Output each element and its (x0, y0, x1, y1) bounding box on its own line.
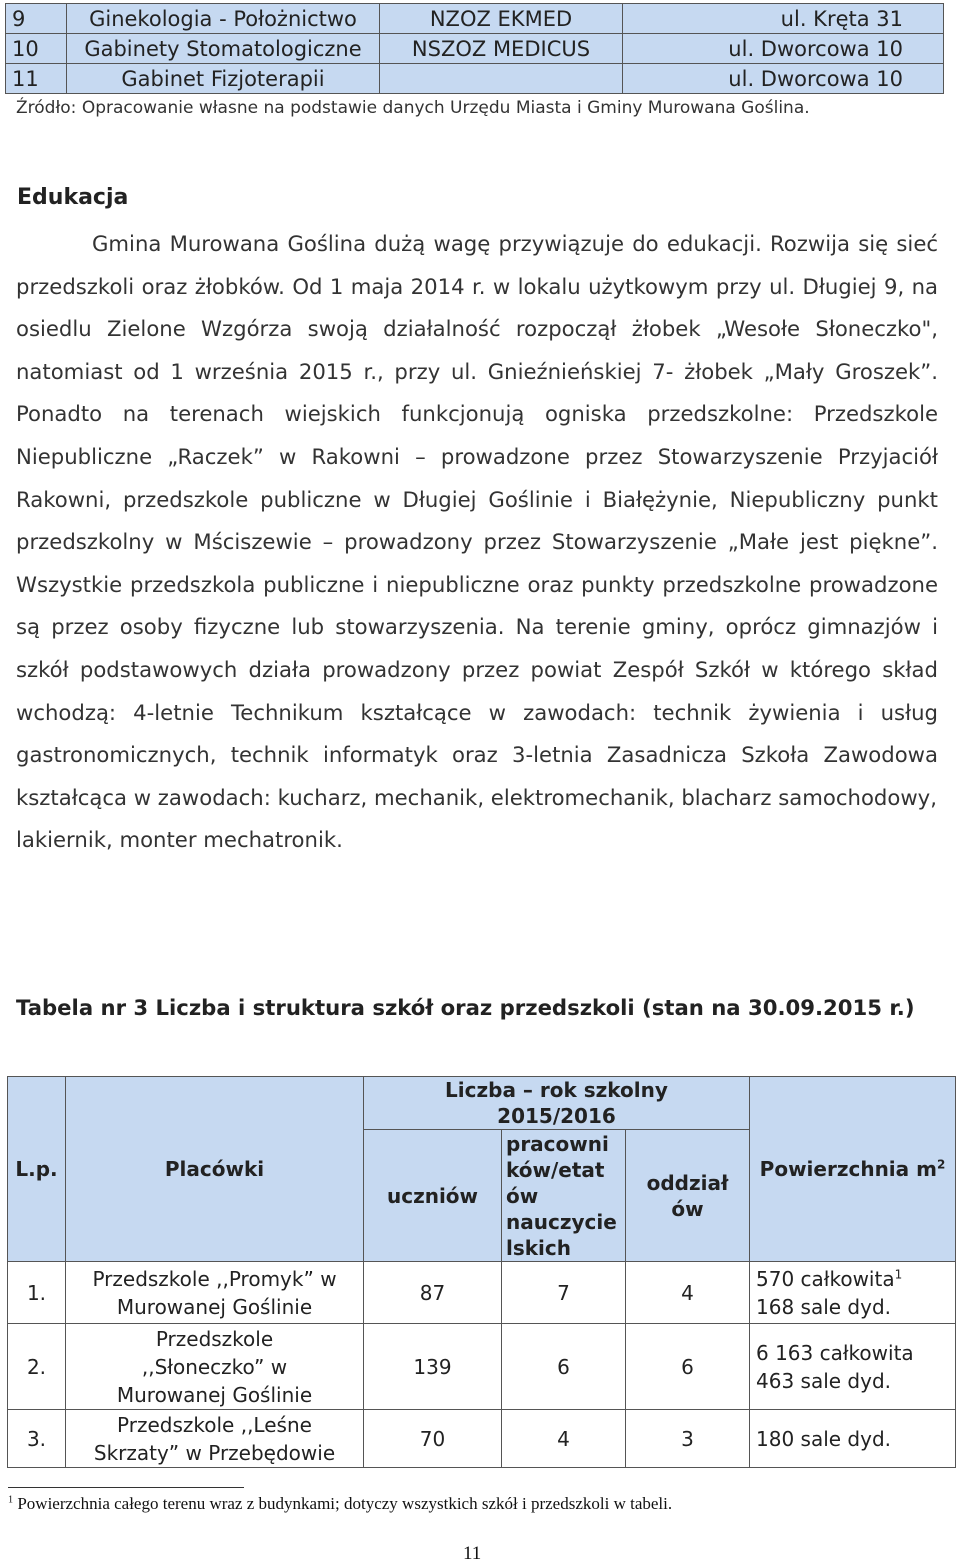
row-uczniow: 139 (364, 1324, 502, 1410)
row-oddzialow: 6 (626, 1324, 750, 1410)
row-lp: 3. (8, 1410, 66, 1468)
section-heading: Edukacja (17, 185, 129, 210)
table-caption: Tabela nr 3 Liczba i struktura szkół oraz przedszkoli (stan na 30.09.2015 r.) (16, 995, 915, 1020)
row-powierzchnia (750, 1324, 956, 1410)
row-pracownikow: 4 (502, 1410, 626, 1468)
paragraph-last-line: lakiernik, monter mechatronik. (16, 827, 343, 853)
row-lp: 2. (8, 1324, 66, 1410)
table-row (8, 1262, 956, 1324)
row-uczniow: 87 (364, 1262, 502, 1324)
table-cell (380, 64, 623, 94)
row-powierzchnia (750, 1262, 956, 1324)
footnote (8, 1494, 672, 1514)
schools-table (7, 1076, 956, 1468)
row-uczniow: 70 (364, 1410, 502, 1468)
row-powierzchnia-total: 570 całkowita (756, 1266, 895, 1291)
table-row (6, 4, 944, 34)
table-row (8, 1324, 956, 1410)
header-pracownikow: pracowni ków/etat ów nauczycie lskich (502, 1130, 626, 1262)
table-cell: ul. Kręta 31 (623, 4, 944, 34)
header-powierzchnia (750, 1077, 956, 1262)
row-pracownikow: 7 (502, 1262, 626, 1324)
row-pracownikow: 6 (502, 1324, 626, 1410)
row-placowka: Przedszkole ,,Promyk” w Murowanej Goślinie (66, 1262, 364, 1324)
page-number: 11 (463, 1543, 482, 1564)
row-lp: 1. (8, 1262, 66, 1324)
row-oddzialow: 3 (626, 1410, 750, 1468)
header-placowki: Placówki (66, 1077, 364, 1262)
row-powierzchnia-total: 6 163 całkowita (756, 1340, 914, 1365)
footnote-text: Powierzchnia całego terenu wraz z budynkami; dotyczy wszystkich szkół i przedszkoli w tabeli. (13, 1494, 673, 1513)
table-cell: NSZOZ MEDICUS (380, 34, 623, 64)
row-powierzchnia-dyd: 463 sale dyd. (756, 1368, 892, 1393)
table-cell: 10 (6, 34, 67, 64)
footnote-ref: 1 (894, 1266, 903, 1281)
facilities-table (5, 3, 944, 94)
paragraph-text: Gmina Murowana Goślina dużą wagę przywiązuje do edukacji. Rozwija się sieć przedszkoli oraz żłobków. Od 1 maja 2014 r. w lokalu użytkowym przy ul. Długiej 9, na osiedlu Zielone Wzgórza swoją działalność rozpoczął żłobek „Wesołe Słoneczko", natomiast od 1 września 2015 r., przy ul. Gnieźnieńskiej 7- żłobek „Mały Groszek”. Ponadto na terenach wiejskich funkcjonują ogniska przedszkolne: Przedszkole Niepubliczne „Raczek” w Rakowni – prowadzone przez Stowarzyszenie Przyjaciół Rakowni, przedszkole publiczne w Długiej Goślinie i Białężynie, Niepubliczny punkt przedszkolny w Mściszewie – prowadzony przez Stowarzyszenie „Małe jest piękne”. Wszystkie przedszkola publiczne i niepubliczne oraz punkty przedszkolne prowadzone są przez osoby fizyczne lub stowarzyszenia. Na terenie gminy, oprócz gimnazjów i szkół podstawowych działa prowadzony przez powiat Zespół Szkół w którego skład wchodzą: 4-letnie Technikum kształcące w zawodach: technik żywienia i usług gastronomicznych, technik informatyk oraz 3-letnia Zasadnicza Szkoła Zawodowa kształcąca w zawodach: kucharz, mechanik, elektromechanik, blacharz samochodowy, (16, 231, 938, 810)
footnote-divider (8, 1487, 244, 1488)
table-cell: 9 (6, 4, 67, 34)
table-row (6, 64, 944, 94)
row-placowka: Przedszkole ,,Leśne Skrzaty” w Przebędowie (66, 1410, 364, 1468)
header-powierzchnia-label: Powierzchnia m (759, 1157, 937, 1181)
footnote-marker: 1 (8, 1494, 14, 1506)
header-liczba-group: Liczba – rok szkolny 2015/2016 (364, 1077, 750, 1130)
table-cell: 11 (6, 64, 67, 94)
row-oddzialow: 4 (626, 1262, 750, 1324)
header-powierzchnia-sup: 2 (936, 1157, 946, 1172)
table-cell: Gabinety Stomatologiczne (67, 34, 380, 64)
header-oddzialow: oddział ów (626, 1130, 750, 1262)
table-cell: Gabinet Fizjoterapii (67, 64, 380, 94)
table-cell: ul. Dworcowa 10 (623, 34, 944, 64)
row-powierzchnia: 180 sale dyd. (750, 1410, 956, 1468)
header-uczniow: uczniów (364, 1130, 502, 1262)
education-paragraph (16, 223, 938, 862)
table-cell: ul. Dworcowa 10 (623, 64, 944, 94)
row-placowka: Przedszkole ,,Słoneczko” w Murowanej Goślinie (66, 1324, 364, 1410)
source-note: Źródło: Opracowanie własne na podstawie danych Urzędu Miasta i Gminy Murowana Goślina. (16, 98, 810, 118)
row-powierzchnia-dyd: 168 sale dyd. (756, 1294, 892, 1319)
table-header-row (8, 1077, 956, 1130)
header-lp: L.p. (8, 1077, 66, 1262)
table-cell: NZOZ EKMED (380, 4, 623, 34)
table-cell: Ginekologia - Położnictwo (67, 4, 380, 34)
table-row (6, 34, 944, 64)
table-row (8, 1410, 956, 1468)
